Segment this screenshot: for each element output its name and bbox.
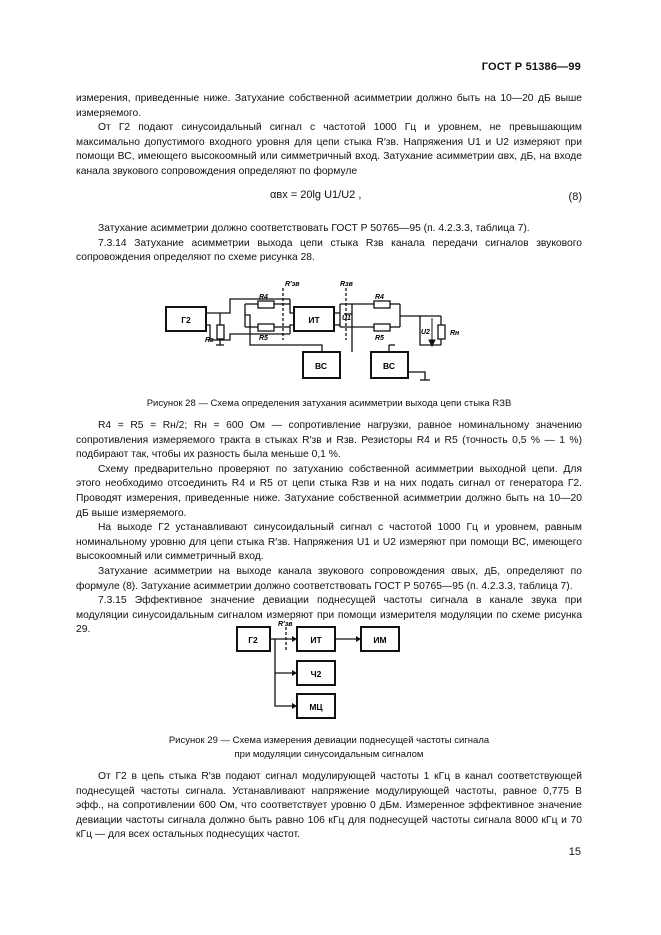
fig28-vs2-label: ВС bbox=[383, 361, 395, 371]
fig28-vs1-label: ВС bbox=[315, 361, 327, 371]
fig29-im-label: ИМ bbox=[373, 635, 387, 645]
paragraph-1: измерения, приведенные ниже. Затухание собственной асимметрии должно быть на 10—20 дБ выше измеряемого. bbox=[76, 93, 582, 119]
paragraph-7: На выходе Г2 устанавливают синусоидальный сигнал с частотой 1000 Гц и уровнем, равным номинальному уровню для цепи стыка R′зв. Напряжения U1 и U2 измеряют при помощи ВС, имеющего высокоомный или симметричный вход. bbox=[76, 522, 582, 563]
fig28-vs1-box bbox=[303, 352, 340, 378]
fig29-it-label: ИТ bbox=[310, 635, 322, 645]
document-id: ГОСТ Р 51386—99 bbox=[481, 61, 581, 73]
fig28-g2-label: Г2 bbox=[181, 315, 191, 325]
fig28-r4b-label: R4 bbox=[375, 294, 384, 301]
figure-28-caption: Рисунок 28 — Схема определения затухания асимметрии выхода цепи стыка RЗВ bbox=[146, 398, 512, 409]
formula-8 bbox=[76, 181, 582, 221]
text-block-4 bbox=[76, 770, 582, 843]
fig28-it-label: ИТ bbox=[308, 315, 320, 325]
paragraph-6: Схему предварительно проверяют по затуханию собственной асимметрии выходной цепи. Для этого необходимо отсоединить R4 и R5 от цепи стыка Rзв и на них подать сигнал от генератора Г2. Проводят измерения, приведенные ниже. Затухание собственной асимметрии должно быть на 10—20 дБ выше измеряемого. bbox=[76, 463, 582, 519]
fig29-mts-label: МЦ bbox=[309, 702, 323, 712]
text-block-1 bbox=[76, 92, 582, 180]
fig28-u1-label: U1 bbox=[342, 315, 351, 322]
text-block-3 bbox=[76, 419, 582, 638]
fig28-u2-label: U2 bbox=[421, 329, 430, 336]
fig28-r4a-label: R4 bbox=[259, 294, 268, 301]
paragraph-8: Затухание асимметрии на выходе канала звукового сопровождения αвых, дБ, определяют по формуле (8). Затухание асимметрии должно соответствовать ГОСТ Р 50765—95 (п. 4.2.3.3, таблица 7). bbox=[76, 565, 582, 592]
paragraph-4: 7.3.14 Затухание асимметрии выхода цепи стыка Rзв канала передачи сигналов звукового сопровождения определяют по схеме рисунка 28. bbox=[76, 237, 582, 264]
page-number: 15 bbox=[568, 846, 581, 858]
fig29-rzv-label: R′зв bbox=[278, 621, 293, 628]
paragraph-2: От Г2 подают синусоидальный сигнал с частотой 1000 Гц и уровнем, не превышающим максимально допустимого входного уровня для цепи стыка R′зв. Напряжения U1 и U2 измеряют при помощи ВС, имеющего высокоомный или симметричный вход. Затухание асимметрии αвх, дБ, на входе канала звукового сопровождения определяют по формуле bbox=[76, 122, 582, 177]
fig28-rzv-in-label: R′зв bbox=[285, 281, 300, 288]
formula-expression: αвх = 20lg U1/U2 , bbox=[270, 189, 362, 201]
fig28-r5a-label: R5 bbox=[259, 335, 268, 342]
fig28-r4b-resistor bbox=[374, 301, 390, 308]
fig29-ch2-label: Ч2 bbox=[310, 669, 322, 679]
fig28-r5b-resistor bbox=[374, 324, 390, 331]
fig28-rn-resistor bbox=[438, 325, 445, 339]
fig28-vs2-box bbox=[371, 352, 408, 378]
paragraph-5: R4 = R5 = Rн/2; Rн = 600 Ом — сопротивление нагрузки, равное номинальному значению сопротивления измеряемого тракта в стыках R′зв и Rзв. Резисторы R4 и R5 (точность 0,5 % — 1 %) подбирают так, чтобы их разность была меньше 0,1 %. bbox=[76, 420, 582, 461]
paragraph-3: Затухание асимметрии должно соответствовать ГОСТ Р 50765—95 (п. 4.2.3.3, таблица 7). bbox=[98, 223, 530, 234]
figure-29-caption bbox=[76, 734, 582, 762]
fig29-g2-label: Г2 bbox=[248, 635, 258, 645]
figure-29-caption-line1: Рисунок 29 — Схема измерения девиации поднесущей частоты сигнала bbox=[168, 735, 490, 746]
fig28-r4a-resistor bbox=[258, 301, 274, 308]
fig28-rzv-out-label: Rзв bbox=[340, 281, 353, 288]
fig28-r5a-resistor bbox=[258, 324, 274, 331]
fig29-ch2-box bbox=[297, 661, 335, 685]
paragraph-10: От Г2 в цепь стыка R′зв подают сигнал модулирующей частоты 1 кГц в канал соответствующей поднесущей частоты сигнала. Устанавливают напряжение модулирующей частоты, равное 0,775 В эфф., на сопротивлении 600 Ом, что соответствует уровню 0 дБм. Измеренное эффективное значение девиации частоты сигнала должно быть равно 106 кГц для поднесущей частоты сигнала 8000 кГц и 70 кГц — для всех остальных поднесущих частот. bbox=[76, 771, 582, 841]
formula-number: (8) bbox=[568, 191, 582, 203]
paragraph-9: 7.3.15 Эффективное значение девиации поднесущей частоты сигнала в канале звука при модуляции синусоидальным сигналом измеряют при помощи измерителя модуляции по схеме рисунка 29. bbox=[76, 595, 582, 636]
text-block-2 bbox=[76, 222, 582, 266]
fig28-rn-label: Rн bbox=[450, 330, 460, 337]
fig28-rg-label: Rг bbox=[205, 337, 214, 344]
fig29-mts-box bbox=[297, 694, 335, 718]
fig28-g2-box bbox=[166, 307, 206, 331]
fig28-rg-resistor bbox=[217, 325, 224, 339]
fig28-it-box bbox=[294, 307, 334, 331]
fig28-r5b-label: R5 bbox=[375, 335, 384, 342]
figure-29-caption-line2: при модуляции синусоидальным сигналом bbox=[234, 749, 424, 760]
